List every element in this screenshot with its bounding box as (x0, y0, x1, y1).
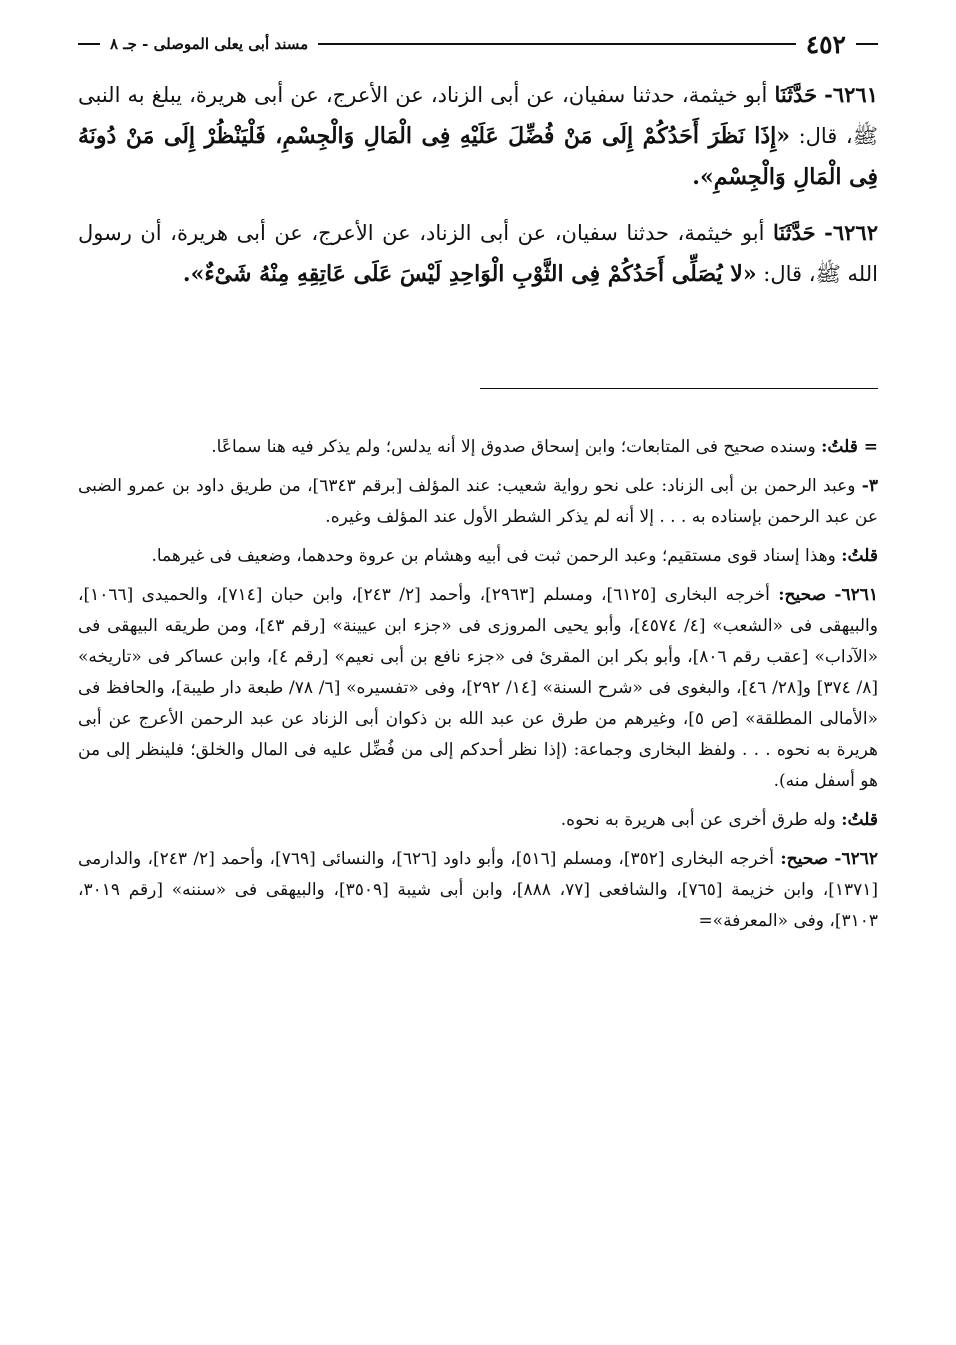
note-text: وهذا إسناد قوى مستقيم؛ وعبد الرحمن ثبت فى أبيه وهشام بن عروة وحدهما، وضعيف فى غيرهما. (151, 546, 836, 566)
hadith-isnad: أبو خيثمة، حدثنا سفيان، عن أبى الزناد، عن الأعرج، عن أبى هريرة، أن رسول الله ﷺ، قال: (78, 221, 878, 286)
header-rule (318, 43, 796, 45)
note-lead: = قلتُ: (821, 437, 878, 457)
hadith-number: ٦٢٦١- (824, 82, 878, 107)
hadith-matn: «إِذَا نَظَرَ أَحَدُكُمْ إِلَى مَنْ فُضِّلَ عَلَيْهِ فِى الْمَالِ وَالْجِسْمِ، فَلْيَنْظُرْ إِلَى مَنْ دُونَهُ فِى الْمَالِ وَالْجِسْمِ». (78, 123, 878, 190)
note-lead: ٣- (861, 476, 878, 496)
note-lead: قلتُ: (841, 546, 878, 566)
note-grade: صحيح: (778, 585, 827, 605)
header-dash (856, 43, 878, 45)
hadith-opening: حَدَّثَنَا (774, 82, 818, 107)
hadith-paragraph (78, 74, 878, 198)
main-text (78, 74, 878, 309)
footnote (78, 580, 878, 797)
note-text: أخرجه البخارى [٦١٢٥]، ومسلم [٢٩٦٣]، وأحمد [٢/ ٢٤٣]، وابن حبان [٧١٤]، والحميدى [١٠٦٦]، والبيهقى فى «الشعب» [٤/ ٤٥٧٤]، وأبو يحيى المروزى فى «جزء ابن عيينة» [رقم ٤٣]، ومن طريقه البيهقى فى «الآداب» [عقب رقم ٨٠٦]، وأبو بكر ابن المقرئ فى «جزء نافع بن أبى نعيم» [رقم ٤]، وابن عساكر فى «تاريخه» [٨/ ٣٧٤] و[٢٨/ ٤٦]، والبغوى فى «شرح السنة» [١٤/ ٢٩٢]، وفى «تفسيره» [٦/ ٧٨/ طبعة دار طيبة]، والحافظ فى «الأمالى المطلقة» [ص ٥]، وغيرهم من طرق عن عبد الله بن ذكوان أبى الزناد عن عبد الرحمن الأعرج عن أبى هريرة به نحوه . . . ولفظ البخارى وجماعة: (إذا نظر أحدكم إلى من فُضِّل عليه فى المال والخلق؛ فلينظر إلى من هو أسفل منه). (78, 585, 879, 791)
hadith-number: ٦٢٦٢- (824, 220, 878, 245)
note-grade: صحيح: (780, 849, 829, 869)
note-text: وله طرق أخرى عن أبى هريرة به نحوه. (560, 810, 836, 830)
footnote (78, 805, 878, 836)
note-text: أخرجه البخارى [٣٥٢]، ومسلم [٥١٦]، وأبو داود [٦٢٦]، والنسائى [٧٦٩]، وأحمد [٢/ ٢٤٣]، والدارمى [١٣٧١]، وابن خزيمة [٧٦٥]، والشافعى [٧٧، ٨٨٨]، وابن أبى شيبة [٣٥٠٩]، والبيهقى فى «سننه» [رقم ٣٠١٩، ٣١٠٣]، وفى «المعرفة»= (78, 849, 879, 931)
header-dash (78, 43, 100, 45)
note-lead: ٦٢٦٢- (834, 849, 878, 869)
footnote (78, 844, 878, 937)
footnote (78, 471, 878, 533)
hadith-isnad: أبو خيثمة، حدثنا سفيان، عن أبى الزناد، عن الأعرج، عن أبى هريرة، يبلغ به النبى ﷺ، قال: (78, 83, 878, 148)
page-header (78, 26, 878, 62)
hadith-opening: حَدَّثَنَا (773, 220, 816, 245)
hadith-paragraph (78, 212, 878, 295)
footnotes (78, 432, 878, 945)
footnote-separator (480, 388, 878, 389)
note-text: وسنده صحيح فى المتابعات؛ وابن إسحاق صدوق إلا أنه يدلس؛ ولم يذكر فيه هنا سماعًا. (211, 437, 816, 457)
footnote (78, 541, 878, 572)
footnote (78, 432, 878, 463)
note-lead: ٦٢٦١- (834, 585, 878, 605)
note-text: وعبد الرحمن بن أبى الزناد: على نحو رواية شعيب: عند المؤلف [برقم ٦٣٤٣]، من طريق داود بن عمرو الضبى عن عبد الرحمن بإسناده به . . . إلا أنه لم يذكر الشطر الأول عند المؤلف وغيره. (78, 476, 878, 527)
note-lead: قلتُ: (841, 810, 878, 830)
hadith-matn: «لا يُصَلِّى أَحَدُكُمْ فِى الثَّوْبِ الْوَاحِدِ لَيْسَ عَلَى عَاتِقِهِ مِنْهُ شَىْءٌ». (182, 261, 757, 287)
page-number: ٤٥٢ (805, 29, 846, 59)
book-title: مسند أبى يعلى الموصلى - جـ ٨ (110, 35, 309, 53)
